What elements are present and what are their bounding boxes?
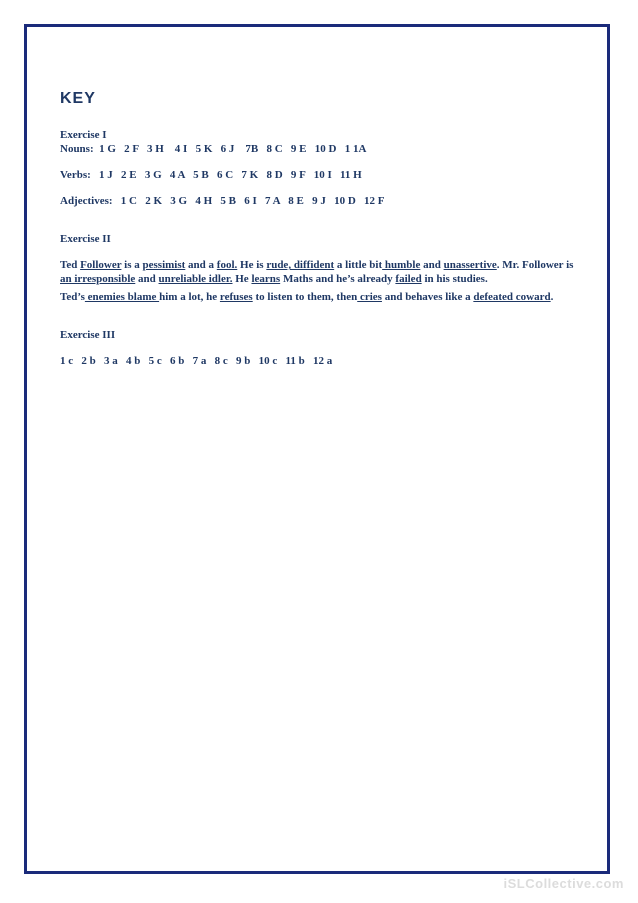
text-segment: and a bbox=[185, 259, 217, 271]
underlined-answer: fool. bbox=[216, 259, 238, 271]
underlined-answer: cries bbox=[357, 291, 382, 303]
adjectives-answers: Adjectives: 1 C 2 K 3 G 4 H 5 B 6 I 7 A 8 E 9 J 10 D 12 F bbox=[60, 195, 385, 207]
exercise-3-answers: 1 c 2 b 3 a 4 b 5 c 6 b 7 a 8 c 9 b 10 c 11 b 12 a bbox=[60, 355, 333, 367]
underlined-answer: refuses bbox=[219, 291, 253, 303]
text-segment: is a bbox=[121, 259, 143, 271]
verbs-answers: Verbs: 1 J 2 E 3 G 4 A 5 B 6 C 7 K 8 D 9 F 10 I 11 H bbox=[60, 169, 362, 181]
text-segment: to listen to them, then bbox=[252, 291, 358, 303]
text-segment: and bbox=[135, 273, 159, 285]
text-segment: Maths and he’s already bbox=[280, 273, 396, 285]
text-segment: . Mr. Follower is bbox=[496, 259, 574, 271]
text-segment: a little bit bbox=[334, 259, 383, 271]
nouns-answers: Nouns: 1 G 2 F 3 H 4 I 5 K 6 J 7B 8 C 9 E 10 D 1 1A bbox=[60, 143, 367, 155]
exercise-1-heading: Exercise I bbox=[60, 129, 107, 141]
underlined-answer: unreliable idler. bbox=[158, 273, 233, 285]
underlined-answer: learns bbox=[251, 273, 281, 285]
exercise-2-paragraph-2 bbox=[60, 290, 580, 304]
underlined-answer: an irresponsible bbox=[60, 273, 136, 285]
text-segment: He is bbox=[237, 259, 267, 271]
answer-key bbox=[60, 90, 580, 368]
underlined-answer: failed bbox=[395, 273, 422, 285]
underlined-answer: pessimist bbox=[142, 259, 186, 271]
watermark: iSLCollective.com bbox=[503, 876, 624, 891]
underlined-answer: enemies blame bbox=[84, 291, 160, 303]
exercise-3-heading: Exercise III bbox=[60, 329, 116, 341]
underlined-answer: Follower bbox=[80, 259, 122, 271]
underlined-answer: humble bbox=[382, 259, 421, 271]
text-segment: Ted’s bbox=[60, 291, 85, 303]
underlined-answer: unassertive bbox=[443, 259, 497, 271]
text-segment: and bbox=[420, 259, 444, 271]
text-segment: He bbox=[232, 273, 252, 285]
text-segment: and behaves like a bbox=[381, 291, 474, 303]
underlined-answer: rude, diffident bbox=[266, 259, 335, 271]
page-title: KEY bbox=[60, 90, 96, 107]
text-segment: . bbox=[550, 291, 554, 303]
text-segment: Ted bbox=[60, 259, 81, 271]
exercise-2-paragraph-1 bbox=[60, 258, 580, 286]
exercise-2-heading: Exercise II bbox=[60, 233, 111, 245]
text-segment: him a lot, he bbox=[159, 291, 220, 303]
underlined-answer: defeated coward bbox=[473, 291, 551, 303]
text-segment: in his studies. bbox=[421, 273, 488, 285]
